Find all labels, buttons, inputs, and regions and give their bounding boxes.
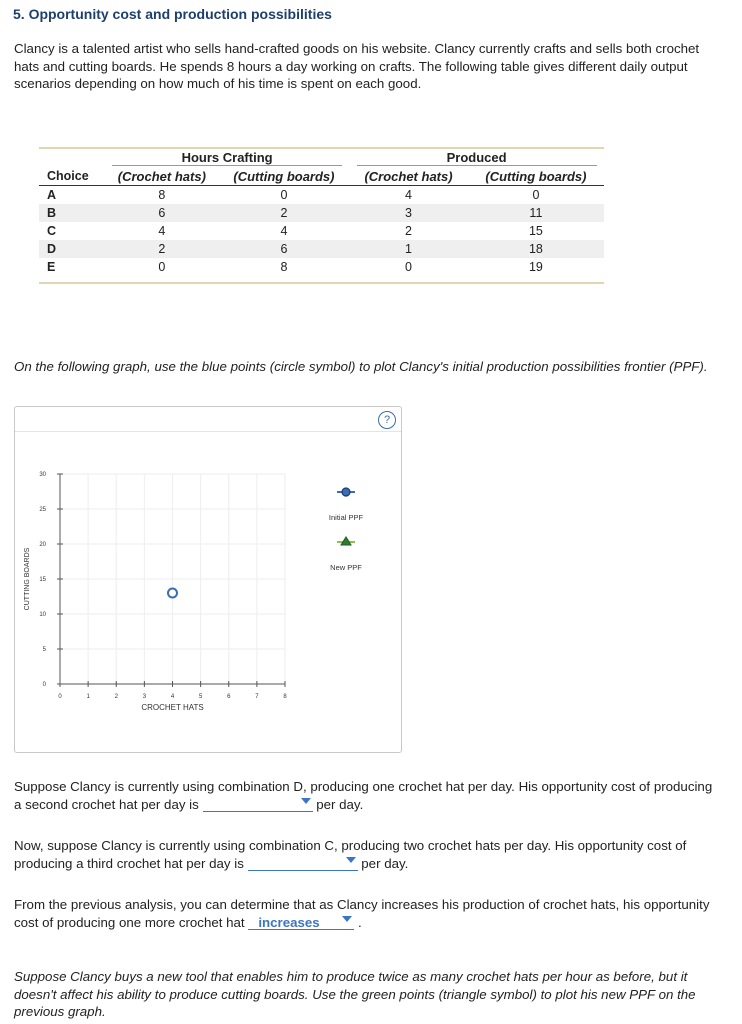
legend-initial-ppf-tool[interactable] bbox=[329, 488, 364, 522]
y-tick-label: 5 bbox=[42, 647, 46, 653]
ppf-graph[interactable] bbox=[15, 432, 401, 752]
output-table bbox=[39, 147, 604, 284]
legend bbox=[329, 488, 364, 572]
question-2-suffix: per day. bbox=[361, 855, 409, 871]
x-tick-label: 4 bbox=[170, 694, 175, 700]
table-row bbox=[39, 258, 604, 276]
question-3 bbox=[14, 896, 714, 931]
cell: 4 bbox=[280, 224, 288, 238]
cell: 3 bbox=[349, 204, 468, 222]
y-axis-label: CUTTING BOARDS bbox=[24, 547, 31, 611]
legend-new-ppf-tool[interactable] bbox=[330, 537, 362, 572]
legend-initial-label: Initial PPF bbox=[328, 513, 364, 522]
produced-hats-col-header: (Crochet hats) bbox=[349, 167, 468, 186]
cell: 11 bbox=[468, 204, 604, 222]
cell: 0 bbox=[158, 260, 166, 274]
y-tick-label: 30 bbox=[39, 472, 46, 478]
y-tick-label: 0 bbox=[42, 682, 46, 688]
hours-hats-col-header: (Crochet hats) bbox=[105, 167, 219, 186]
legend-new-label: New PPF bbox=[330, 563, 362, 572]
help-icon[interactable]: ? bbox=[378, 411, 396, 429]
y-tick-label: 10 bbox=[39, 612, 46, 618]
final-instruction: Suppose Clancy buys a new tool that enables him to produce twice as many crochet hats per hour as before, but it doesn't affect his ability to produce cutting boards. Use the green points (triangle symbol) to plot his new PPF on the previous graph. bbox=[14, 969, 696, 1019]
question-2-text: Now, suppose Clancy is currently using combination C, producing two crochet hats per day. His opportunity cost of producing a third crochet hat per day is bbox=[14, 838, 687, 871]
cell: 8 bbox=[158, 188, 166, 202]
cell: 6 bbox=[105, 204, 219, 222]
cell: 4 bbox=[158, 224, 166, 238]
cell: 4 bbox=[405, 188, 412, 202]
initial-ppf-point bbox=[168, 589, 177, 598]
x-tick-label: 8 bbox=[283, 694, 287, 700]
question-3-suffix: . bbox=[358, 914, 362, 930]
question-3-text: From the previous analysis, you can determine that as Clancy increases his production of crochet hats, his opportunity cost of producing one more crochet hat bbox=[14, 897, 710, 930]
x-tick-label: 5 bbox=[198, 694, 203, 700]
cell: 1 bbox=[349, 240, 468, 258]
cell: 0 bbox=[532, 188, 540, 202]
hours-boards-col-header: (Cutting boards) bbox=[219, 167, 349, 186]
table-bottom-rule bbox=[39, 282, 604, 284]
cell: 2 bbox=[405, 224, 412, 238]
question-1-dropdown[interactable] bbox=[203, 796, 313, 812]
table-row bbox=[39, 240, 604, 258]
cell: 8 bbox=[280, 260, 288, 274]
table-row bbox=[39, 204, 604, 222]
x-axis-label: CROCHET HATS bbox=[141, 703, 204, 712]
cell: 2 bbox=[105, 240, 219, 258]
graph-instruction: On the following graph, use the blue points (circle symbol) to plot Clancy's initial production possibilities frontier (PPF). bbox=[14, 359, 708, 374]
chevron-down-icon bbox=[346, 857, 356, 863]
cell: 18 bbox=[468, 240, 604, 258]
y-tick-label: 15 bbox=[39, 577, 46, 583]
cell: 15 bbox=[528, 224, 543, 238]
chevron-down-icon bbox=[301, 798, 311, 804]
cell: 0 bbox=[405, 260, 412, 274]
x-tick-label: 6 bbox=[227, 694, 231, 700]
question-2-dropdown[interactable] bbox=[248, 855, 358, 871]
row-choice: D bbox=[39, 240, 105, 258]
question-3-dropdown[interactable]: increases bbox=[248, 914, 354, 930]
question-1 bbox=[14, 778, 714, 813]
y-tick-label: 20 bbox=[39, 542, 46, 548]
x-tick-label: 3 bbox=[142, 694, 147, 700]
x-tick-label: 7 bbox=[255, 694, 259, 700]
chevron-down-icon bbox=[342, 916, 352, 922]
cell: 0 bbox=[280, 188, 288, 202]
x-tick-label: 2 bbox=[114, 694, 118, 700]
produced-header: Produced bbox=[349, 149, 604, 167]
row-choice: C bbox=[47, 224, 57, 238]
circle-icon bbox=[342, 488, 350, 496]
table-row bbox=[39, 186, 604, 205]
choice-col-header: Choice bbox=[39, 167, 105, 186]
cell: 2 bbox=[219, 204, 349, 222]
cell: 6 bbox=[219, 240, 349, 258]
produced-boards-col-header: (Cutting boards) bbox=[468, 167, 604, 186]
x-tick-label: 0 bbox=[58, 694, 62, 700]
question-1-text: Suppose Clancy is currently using combination D, producing one crochet hat per day. His opportunity cost of producing a second crochet hat per day is bbox=[14, 779, 713, 812]
question-title: 5. Opportunity cost and production possibilities bbox=[13, 6, 332, 22]
row-choice: B bbox=[39, 204, 105, 222]
question-2 bbox=[14, 837, 714, 872]
cell: 19 bbox=[528, 260, 543, 274]
y-tick-label: 25 bbox=[39, 507, 46, 513]
hours-crafting-header: Hours Crafting bbox=[105, 149, 349, 167]
intro-text: Clancy is a talented artist who sells hand-crafted goods on his website. Clancy currently crafts and sells both crochet hats and cutting boards. He spends 8 hours a day working on crafts. The following table gives different daily output scenarios depending on how much of his time is spent on each good. bbox=[14, 41, 700, 91]
table-row bbox=[39, 222, 604, 240]
row-choice: E bbox=[47, 260, 56, 274]
question-1-suffix: per day. bbox=[316, 796, 364, 812]
graph-panel bbox=[14, 406, 402, 753]
row-choice: A bbox=[47, 188, 57, 202]
x-tick-label: 1 bbox=[86, 694, 90, 700]
